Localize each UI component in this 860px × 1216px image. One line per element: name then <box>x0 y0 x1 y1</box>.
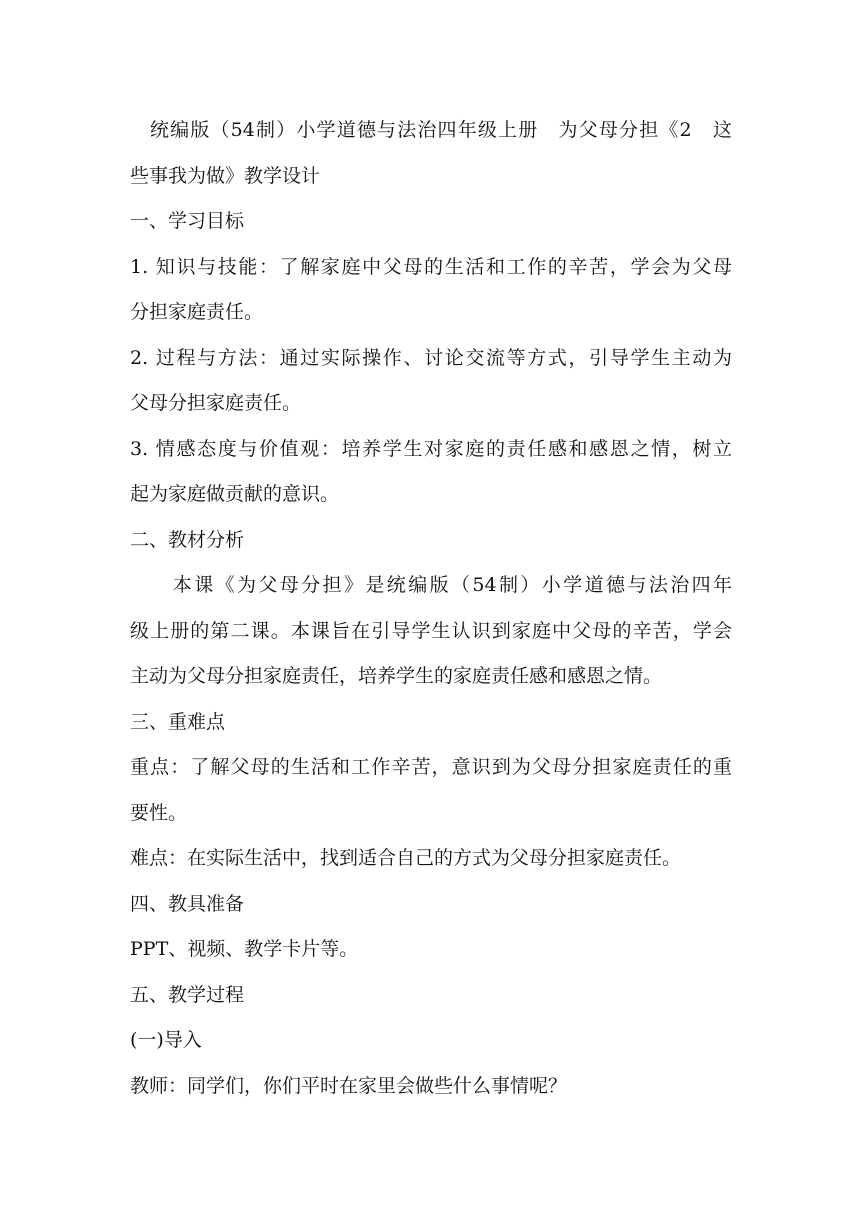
objective-1-line-1: 1. 知识与技能：了解家庭中父母的生活和工作的辛苦，学会为父母 <box>130 255 732 278</box>
section-heading-key-points: 三、重难点 <box>130 710 226 733</box>
section-heading-objectives: 一、学习目标 <box>130 210 245 232</box>
objective-2-line-1: 2. 过程与方法：通过实际操作、讨论交流等方式，引导学生主动为 <box>130 346 732 369</box>
analysis-line-3: 主动为父母分担家庭责任，培养学生的家庭责任感和感恩之情。 <box>130 665 663 687</box>
key-point-line-1: 重点：了解父母的生活和工作辛苦，意识到为父母分担家庭责任的重 <box>130 756 732 778</box>
materials-line: PPT、视频、教学卡片等。 <box>130 938 359 960</box>
analysis-line-2: 级上册的第二课。本课旨在引导学生认识到家庭中父母的辛苦，学会 <box>130 619 732 642</box>
process-intro-line: 教师：同学们，你们平时在家里会做些什么事情呢？ <box>130 1074 568 1097</box>
objective-3-line-2: 起为家庭做贡献的意识。 <box>130 483 340 505</box>
section-heading-analysis: 二、教材分析 <box>130 528 245 551</box>
doc-title-line-1: 统编版（54制）小学道德与法治四年级上册 为父母分担《2 这 <box>150 119 732 141</box>
difficulty-line: 难点：在实际生活中，找到适合自己的方式为父母分担家庭责任。 <box>130 847 682 869</box>
analysis-line-1: 本课《为父母分担》是统编版（54制）小学道德与法治四年 <box>130 574 732 596</box>
objective-2-line-2: 父母分担家庭责任。 <box>130 392 302 414</box>
section-heading-materials: 四、教具准备 <box>130 892 245 915</box>
objective-1-line-2: 分担家庭责任。 <box>130 301 264 323</box>
process-subheading-intro: (一)导入 <box>130 1029 202 1051</box>
key-point-line-2: 要性。 <box>130 801 188 824</box>
document-page <box>130 108 732 1109</box>
section-heading-process: 五、教学过程 <box>130 983 245 1006</box>
objective-3-line-1: 3. 情感态度与价值观：培养学生对家庭的责任感和感恩之情，树立 <box>130 437 732 460</box>
doc-title-line-2: 些事我为做》教学设计 <box>130 164 321 187</box>
